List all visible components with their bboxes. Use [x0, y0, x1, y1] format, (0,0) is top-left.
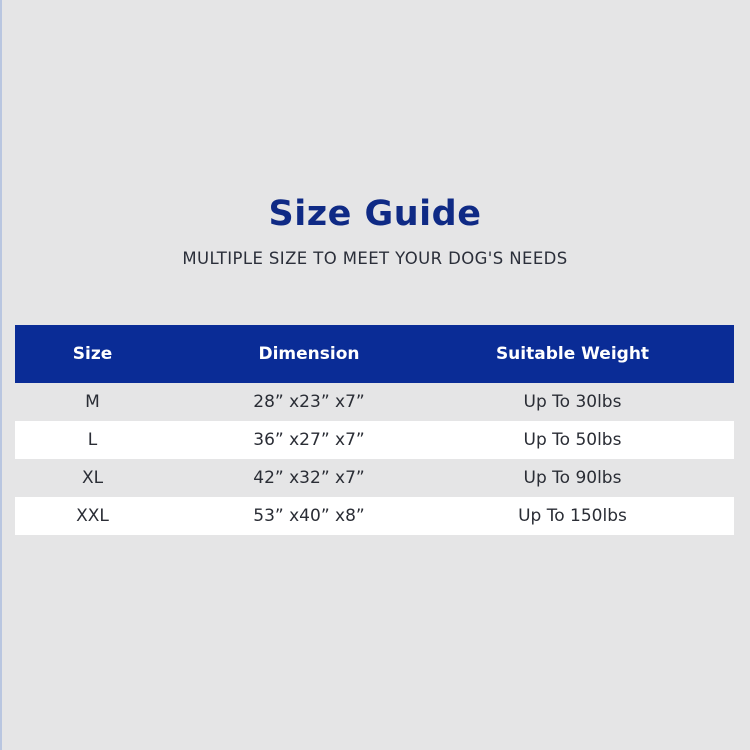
column-header-dimension: Dimension — [258, 344, 360, 364]
weight-cell: Up To 90lbs — [523, 468, 622, 488]
size-cell: XL — [81, 468, 104, 488]
dimension-cell: 42” x32” x7” — [253, 468, 365, 488]
table-row — [15, 421, 734, 459]
weight-cell: Up To 50lbs — [523, 430, 622, 450]
page-title: Size Guide — [268, 194, 482, 234]
page-subtitle: MULTIPLE SIZE TO MEET YOUR DOG'S NEEDS — [182, 249, 568, 268]
dimension-cell: 36” x27” x7” — [253, 430, 365, 450]
table-header-row — [15, 325, 734, 383]
size-cell: M — [85, 392, 100, 412]
weight-cell: Up To 150lbs — [518, 506, 627, 526]
size-cell: XXL — [76, 506, 109, 526]
dimension-cell: 53” x40” x8” — [253, 506, 365, 526]
table-row — [15, 459, 734, 497]
weight-cell: Up To 30lbs — [523, 392, 622, 412]
size-table — [15, 325, 734, 535]
size-cell: L — [87, 430, 98, 450]
table-row — [15, 383, 734, 421]
column-header-size: Size — [72, 344, 113, 364]
column-header-weight: Suitable Weight — [495, 344, 650, 364]
dimension-cell: 28” x23” x7” — [253, 392, 365, 412]
table-row — [15, 497, 734, 535]
page-edge-line — [0, 0, 2, 750]
